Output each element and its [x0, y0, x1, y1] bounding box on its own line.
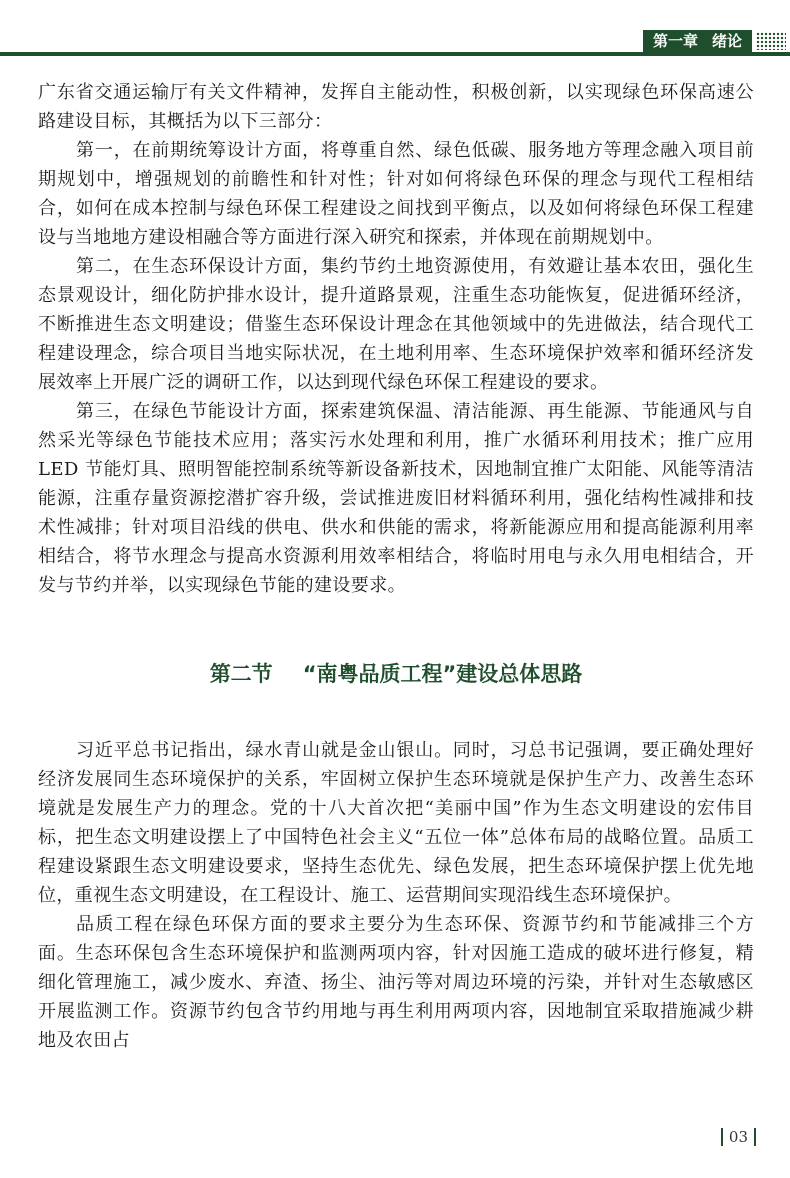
- divider: [754, 1128, 756, 1146]
- paragraph: 品质工程在绿色环保方面的要求主要分为生态环保、资源节约和节能减排三个方面。生态环保包含生态环境保护和监测两项内容，针对因施工造成的破坏进行修复，精细化管理施工，减少废水、弃渣、扬尘、油污等对周边环境的污染，并针对生态敏感区开展监测工作。资源节约包含节约用地与再生利用两项内容，因地制宜采取措施减少耕地及农田占: [38, 914, 754, 1051]
- paragraph: 习近平总书记指出，绿水青山就是金山银山。同时，习总书记强调，要正确处理好经济发展同生态环境保护的关系，牢固树立保护生态环境就是保护生产力、改善生态环境就是发展生产力的理念。党的十八大首次把“美丽中国”作为生态文明建设的宏伟目标，把生态文明建设摆上了中国特色社会主义“五位一体”总体布局的战略位置。品质工程建设紧跟生态文明建设要求，坚持生态优先、绿色发展，把生态环境保护摆上优先地位，重视生态文明建设，在工程设计、施工、运营期间实现沿线生态环境保护。: [38, 740, 754, 906]
- page-number-footer: [721, 1128, 756, 1146]
- section-number: 第二节: [209, 662, 273, 686]
- paragraph: 广东省交通运输厅有关文件精神，发挥自主能动性，积极创新，以实现绿色环保高速公路建设目标，其概括为以下三部分：: [38, 82, 754, 132]
- paragraph: 第一，在前期统筹设计方面，将尊重自然、绿色低碳、服务地方等理念融入项目前期规划中，增强规划的前瞻性和针对性；针对如何将绿色环保的理念与现代工程相结合，如何在成本控制与绿色环保工程建设之间找到平衡点，以及如何将绿色环保工程建设与当地地方建设相融合等方面进行深入研究和探索，并体现在前期规划中。: [38, 140, 754, 248]
- divider: [721, 1128, 723, 1146]
- header-rule: [0, 52, 790, 56]
- paragraph: 第三，在绿色节能设计方面，探索建筑保温、清洁能源、再生能源、节能通风与自然采光等绿色节能技术应用；落实污水处理和利用，推广水循环利用技术；推广应用 LED 节能灯具、照明智能控制系统等新设备新技术，因地制宜推广太阳能、风能等清洁能源，注重存量资源挖潜扩容升级，尝试推进废旧材料循环利用，强化结构性减排和技术性减排；针对项目沿线的供电、供水和供能的需求，将新能源应用和提高能源利用率相结合，将节水理念与提高水资源利用效率相结合，将临时用电与永久用电相结合，开发与节约并举，以实现绿色节能的建设要求。: [38, 401, 754, 596]
- chapter-header: [643, 30, 752, 52]
- chapter-number: 第一章: [652, 32, 698, 50]
- section-title: “南粤品质工程”建设总体思路: [302, 662, 583, 686]
- paragraph: 第二，在生态环保设计方面，集约节约土地资源使用，有效避让基本农田，强化生态景观设计，细化防护排水设计，提升道路景观，注重生态功能恢复，促进循环经济，不断推进生态文明建设；借鉴生态环保设计理念在其他领域中的先进做法，结合现代工程建设理念，综合项目当地实际状况，在土地利用率、生态环境保护效率和循环经济发展效率上开展广泛的调研工作，以达到现代绿色环保工程建设的要求。: [38, 256, 754, 393]
- chapter-title: 绪论: [711, 32, 742, 50]
- dot-pattern-decoration: [756, 32, 786, 50]
- page-number: 03: [728, 1128, 748, 1146]
- section-heading: [38, 658, 754, 688]
- page-body: [38, 78, 754, 1055]
